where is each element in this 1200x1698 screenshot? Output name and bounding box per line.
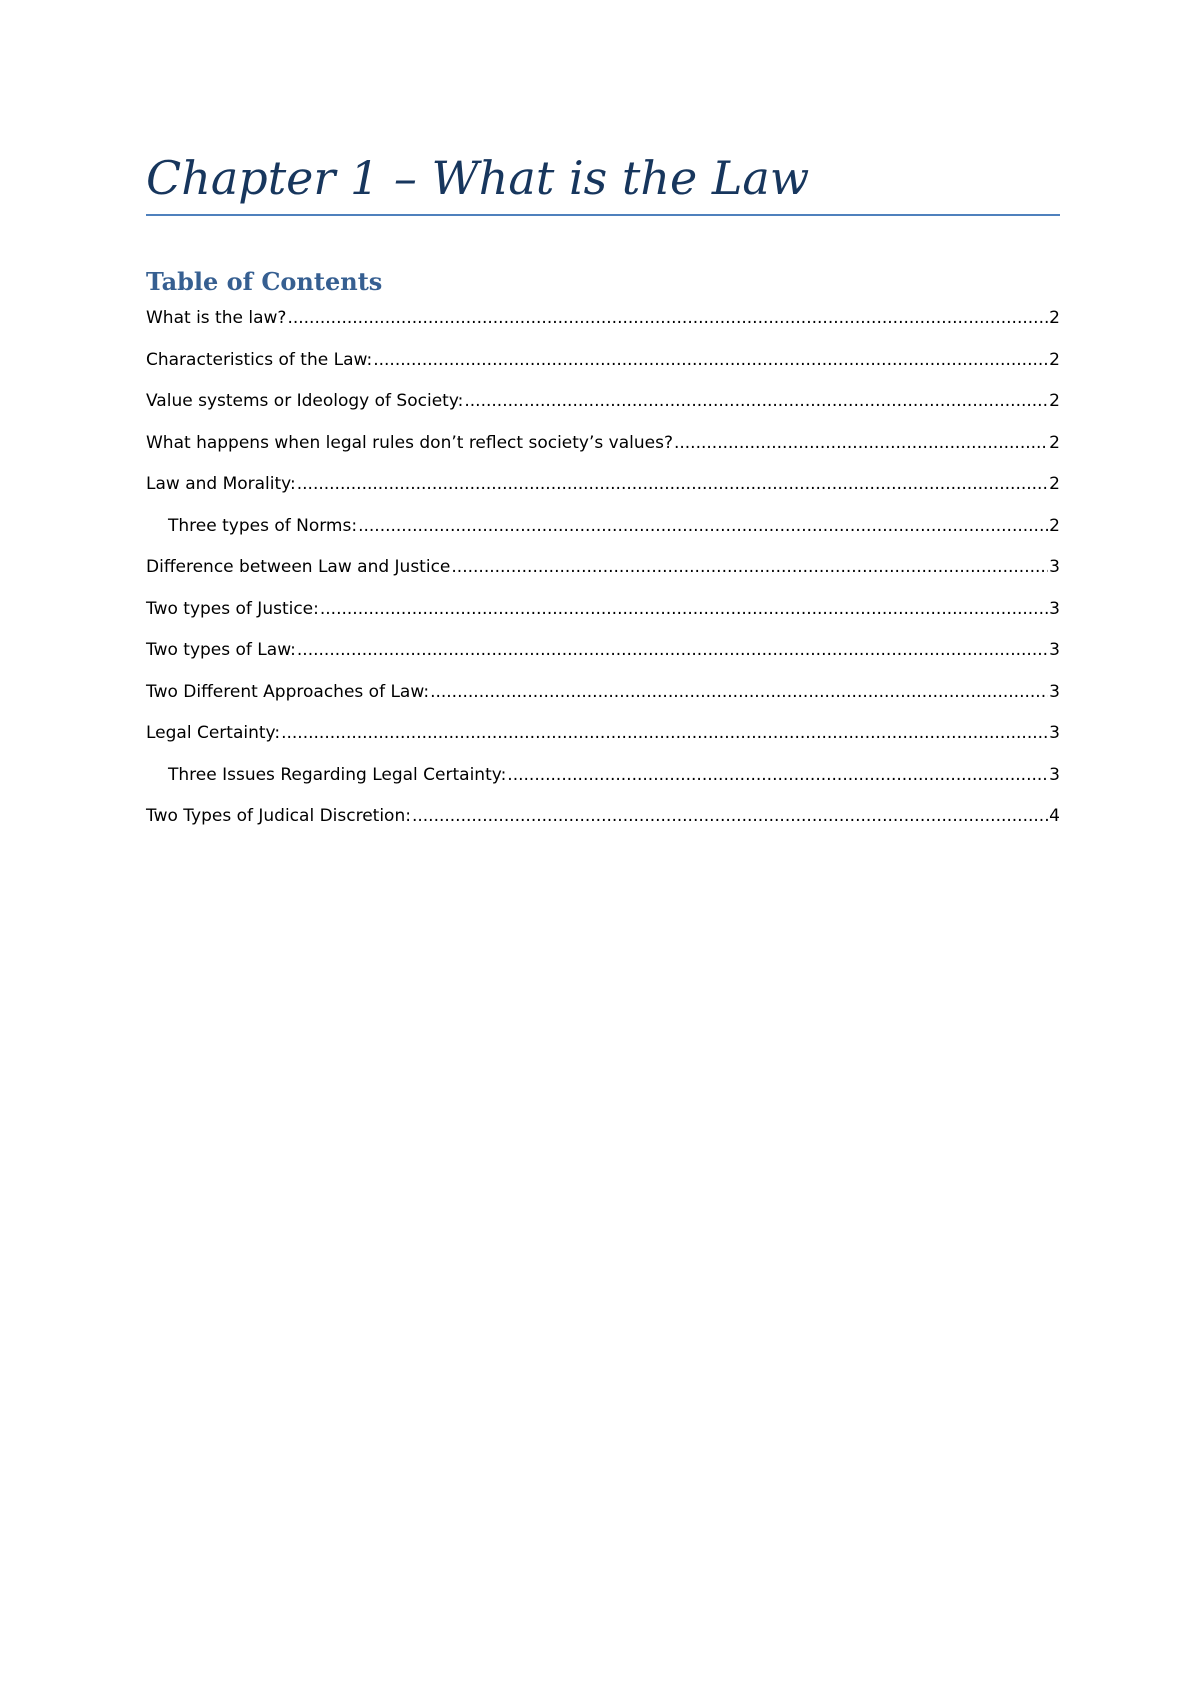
- title-underline: [146, 214, 1060, 216]
- toc-entry[interactable]: [146, 427, 1060, 469]
- toc-dot-leader: [430, 676, 1048, 708]
- toc-page-number: 3: [1049, 681, 1060, 702]
- toc-entry[interactable]: [146, 800, 1060, 842]
- toc-entry-text: Three types of Norms:: [168, 515, 358, 536]
- toc-dot-leader: [674, 427, 1048, 459]
- toc-entry[interactable]: [146, 676, 1060, 718]
- toc-entry-text: Legal Certainty:: [146, 723, 281, 743]
- toc-entry[interactable]: [146, 468, 1060, 510]
- toc-entry[interactable]: [146, 344, 1060, 386]
- chapter-title: Chapter 1 – What is the Law: [146, 151, 810, 205]
- toc-entry-text: What is the law?: [146, 308, 287, 328]
- toc-dot-leader: [287, 302, 1048, 334]
- toc-entry-text: Two Types of Judical Discretion:: [146, 806, 411, 826]
- toc-page-number: 3: [1049, 557, 1060, 577]
- toc-page-number: 4: [1049, 806, 1060, 826]
- toc-entry[interactable]: [146, 593, 1060, 635]
- toc-entry-text: Characteristics of the Law:: [146, 349, 373, 370]
- toc-page-number: 2: [1049, 474, 1060, 494]
- toc-entry-text: Two types of Justice:: [146, 598, 319, 619]
- toc-entry-text: Law and Morality:: [146, 474, 296, 494]
- toc-heading: Table of Contents: [146, 267, 383, 296]
- toc-page-number: 3: [1049, 640, 1060, 660]
- toc-page-number: 2: [1049, 349, 1060, 370]
- toc-page-number: 2: [1049, 432, 1060, 453]
- toc-dot-leader: [373, 344, 1048, 376]
- toc-dot-leader: [297, 634, 1048, 666]
- toc-dot-leader: [281, 717, 1048, 749]
- toc-entry[interactable]: [146, 717, 1060, 759]
- toc-entry[interactable]: [146, 759, 1060, 801]
- toc-entry-text: Two Different Approaches of Law:: [146, 681, 430, 702]
- toc-page-number: 2: [1049, 515, 1060, 536]
- toc-page-number: 3: [1049, 764, 1060, 785]
- toc-dot-leader: [451, 551, 1048, 583]
- toc-dot-leader: [507, 759, 1048, 791]
- toc-entry-text: Two types of Law:: [146, 640, 296, 660]
- toc-entry[interactable]: [146, 510, 1060, 552]
- toc-entry-text: What happens when legal rules don’t reflect society’s values?: [146, 432, 673, 453]
- toc-dot-leader: [358, 510, 1048, 542]
- toc-entry[interactable]: [146, 385, 1060, 427]
- toc-page-number: 2: [1049, 308, 1060, 328]
- toc-entry[interactable]: [146, 551, 1060, 593]
- toc-entry[interactable]: [146, 634, 1060, 676]
- toc-entry-text: Value systems or Ideology of Society:: [146, 391, 464, 411]
- toc-dot-leader: [412, 800, 1048, 832]
- toc-dot-leader: [320, 593, 1048, 625]
- toc-dot-leader: [297, 468, 1048, 500]
- toc-page-number: 3: [1049, 723, 1060, 743]
- toc-page-number: 2: [1049, 391, 1060, 411]
- table-of-contents: [146, 302, 1060, 842]
- toc-entry[interactable]: [146, 302, 1060, 344]
- toc-entry-text: Three Issues Regarding Legal Certainty:: [168, 764, 507, 785]
- toc-page-number: 3: [1049, 598, 1060, 619]
- toc-dot-leader: [464, 385, 1048, 417]
- toc-entry-text: Difference between Law and Justice: [146, 557, 451, 577]
